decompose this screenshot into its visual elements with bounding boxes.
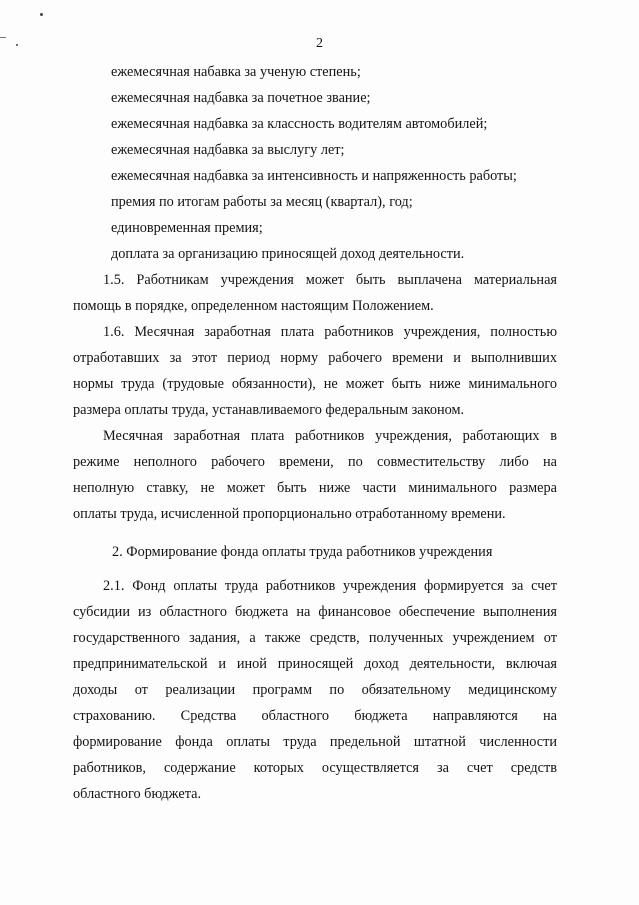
paragraph-part-time-line: оплаты труда, исчисленной пропорционально отработанному времени. (73, 506, 506, 522)
list-item: ежемесячная надбавка за почетное звание; (111, 90, 371, 106)
list-item: доплата за организацию приносящей доход деятельности. (111, 246, 465, 262)
page-number: 2 (316, 36, 323, 51)
paragraph-part-time-line: неполную ставку, не может быть ниже части минимального размера (73, 480, 557, 496)
paragraph-1-5-line: помощь в порядке, определенном настоящим Положением. (73, 298, 434, 314)
paragraph-2-1-line: формирование фонда оплаты труда предельной штатной численности (73, 734, 557, 750)
paragraph-1-6-line: отработавших за этот период норму рабочего времени и выполнивших (73, 350, 557, 366)
paragraph-1-6-line: 1.6. Месячная заработная плата работников учреждения, полностью (103, 324, 557, 340)
paragraph-2-1-line: работников, содержание которых осуществляется за счет средств (73, 760, 557, 776)
list-item: единовременная премия; (111, 220, 263, 236)
section-heading: 2. Формирование фонда оплаты труда работников учреждения (112, 544, 493, 560)
paragraph-1-6-line: размера оплаты труда, устанавливаемого федеральным законом. (73, 402, 465, 418)
list-item: ежемесячная набавка за ученую степень; (111, 64, 361, 80)
paragraph-2-1-line: субсидии из областного бюджета на финансовое обеспечение выполнения (73, 604, 557, 620)
paragraph-2-1-line: 2.1. Фонд оплаты труда работников учреждения формируется за счет (103, 578, 557, 594)
scan-speck (40, 13, 43, 16)
paragraph-1-6-line: нормы труда (трудовые обязанности), не может быть ниже минимального (73, 376, 557, 392)
paragraph-2-1-line: областного бюджета. (73, 786, 202, 802)
list-item: премия по итогам работы за месяц (квартал), год; (111, 194, 413, 210)
paragraph-1-5-line: 1.5. Работникам учреждения может быть выплачена материальная (103, 272, 557, 288)
paragraph-2-1-line: предпринимательской и иной приносящей доход деятельности, включая (73, 656, 557, 672)
paragraph-2-1-line: доходы от реализации программ по обязательному медицинскому (73, 682, 557, 698)
paragraph-part-time-line: режиме неполного рабочего времени, по совместительству либо на (73, 454, 557, 470)
paragraph-part-time-line: Месячная заработная плата работников учреждения, работающих в (103, 428, 557, 444)
paragraph-2-1-line: государственного задания, а также средств, полученных учреждением от (73, 630, 557, 646)
list-item: ежемесячная надбавка за интенсивность и напряженность работы; (111, 168, 517, 184)
list-item: ежемесячная надбавка за выслугу лет; (111, 142, 345, 158)
list-item: ежемесячная надбавка за классность водителям автомобилей; (111, 116, 488, 132)
paragraph-2-1-line: страхованию. Средства областного бюджета направляются на (73, 708, 557, 724)
